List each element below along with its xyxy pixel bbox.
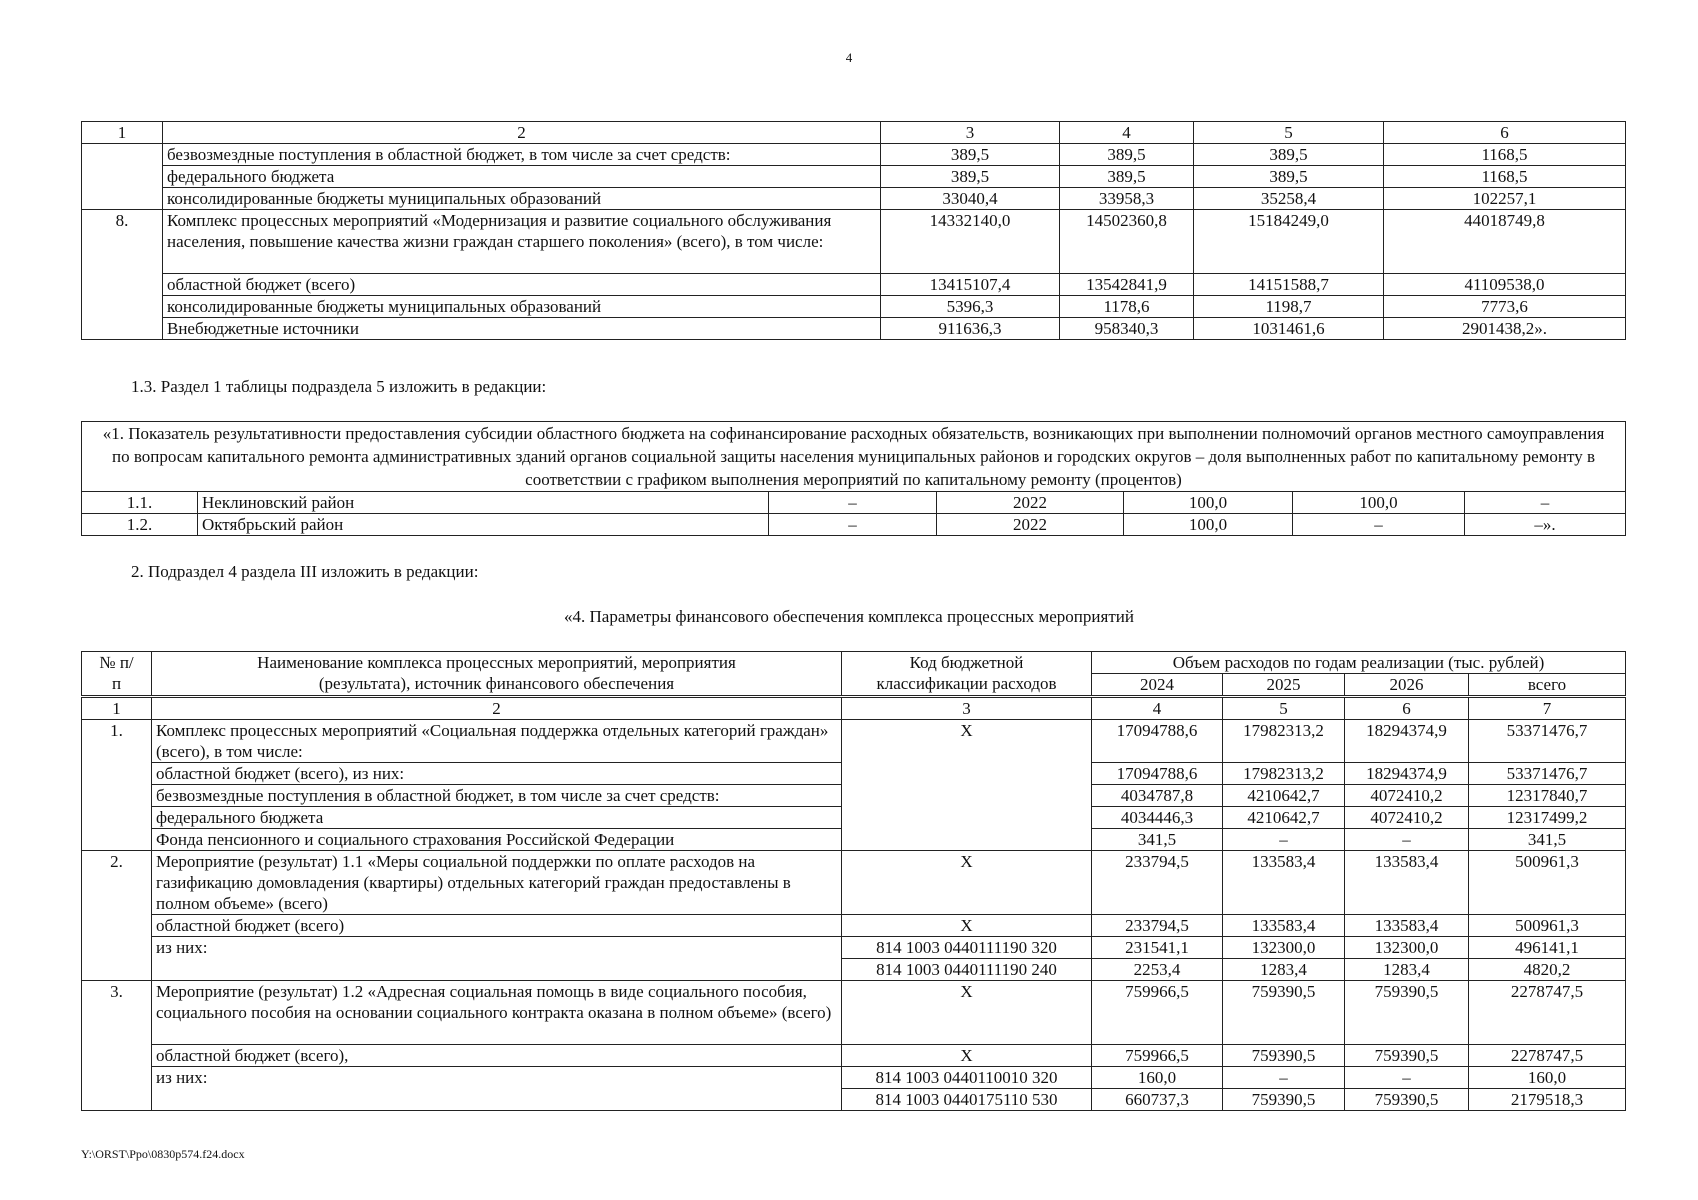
row-number: 1. [82,720,152,851]
row-name: консолидированные бюджеты муниципальных образований [163,188,881,210]
table-row [82,937,1626,959]
value-2024: 759966,5 [1092,981,1223,1045]
value-total: 496141,1 [1469,937,1626,959]
table-row [82,210,1626,274]
value-cell: – [769,514,937,536]
row-name: консолидированные бюджеты муниципальных образований [163,296,881,318]
value-total: 4820,2 [1469,959,1626,981]
col-num-7: 7 [1469,697,1626,720]
row-name: из них: [152,1067,842,1111]
table-row [82,720,1626,763]
value-2025: 133583,4 [1223,915,1345,937]
value-cell: 35258,4 [1194,188,1384,210]
value-cell: 5396,3 [881,296,1060,318]
row-name: Комплекс процессных мероприятий «Модернизация и развитие социального обслуживания населения, повышение качества жизни граждан старшего поколения» (всего), в том числе: [163,210,881,274]
value-cell: 389,5 [1060,144,1194,166]
value-2024: 4034446,3 [1092,807,1223,829]
value-total: 53371476,7 [1469,763,1626,785]
financing-parameters-table [81,651,1626,1111]
table-row [82,1067,1626,1089]
col-num-2: 2 [152,697,842,720]
value-total: 500961,3 [1469,851,1626,915]
value-cell: 100,0 [1124,514,1293,536]
header-year-2025: 2025 [1223,674,1345,697]
col-num-1: 1 [82,697,152,720]
value-2025: 132300,0 [1223,937,1345,959]
row-name: областной бюджет (всего), из них: [152,763,842,785]
value-2024: 660737,3 [1092,1089,1223,1111]
value-cell: 15184249,0 [1194,210,1384,274]
col-num-4: 4 [1092,697,1223,720]
value-cell: 911636,3 [881,318,1060,340]
col-num-2: 2 [163,122,881,144]
row-name: Мероприятие (результат) 1.1 «Меры социальной поддержки по оплате расходов на газификацию домовладения (квартиры) отдельных категорий граждан предоставлены в полном объеме» (всего) [152,851,842,915]
table-row [82,492,1626,514]
col-num-4: 4 [1060,122,1194,144]
value-2026: 759390,5 [1345,1045,1469,1067]
value-2025: 759390,5 [1223,1045,1345,1067]
value-total: 500961,3 [1469,915,1626,937]
table-row [82,318,1626,340]
value-2025: – [1223,829,1345,851]
value-cell: 1168,5 [1384,144,1626,166]
code-cell: 814 1003 0440111190 240 [842,959,1092,981]
row-number: 3. [82,981,152,1111]
code-cell: Х [842,981,1092,1045]
value-cell: 1031461,6 [1194,318,1384,340]
code-cell: Х [842,1045,1092,1067]
row-number: 1.2. [82,514,198,536]
value-cell: –». [1465,514,1626,536]
table-row [82,1045,1626,1067]
value-total: 2278747,5 [1469,981,1626,1045]
row-number: 1.1. [82,492,198,514]
indicator-table [81,421,1626,536]
value-cell: 2901438,2». [1384,318,1626,340]
code-cell: Х [842,851,1092,915]
row-name: областной бюджет (всего) [152,915,842,937]
value-2025: 17982313,2 [1223,720,1345,763]
col-num-5: 5 [1223,697,1345,720]
value-2024: 233794,5 [1092,915,1223,937]
indicator-heading: «1. Показатель результативности предоставления субсидии областного бюджета на софинансирование расходных обязательств, возникающих при выполнении полномочий органов местного самоуправления по вопросам капитального ремонта административных зданий органов социальной защиты населения муниципальных районов и городских округов – доля выполненных работ по капитальному ремонту в соответствии с графиком выполнения мероприятий по капитальному ремонту (процентов) [82,422,1626,492]
section-title: «4. Параметры финансового обеспечения комплекса процессных мероприятий [564,607,1134,626]
value-cell: 41109538,0 [1384,274,1626,296]
col-num-3: 3 [881,122,1060,144]
column-numbers-row [82,697,1626,720]
header-row [82,652,1626,674]
header-code: Код бюджетной классификации расходов [842,652,1092,697]
value-2026: 18294374,9 [1345,763,1469,785]
value-cell: 389,5 [881,144,1060,166]
indicator-heading-row [82,422,1626,492]
funding-continuation-table [81,121,1626,340]
row-number: 8. [82,210,163,340]
value-2025: 4210642,7 [1223,807,1345,829]
value-cell: 389,5 [1194,144,1384,166]
header-total: всего [1469,674,1626,697]
value-total: 53371476,7 [1469,720,1626,763]
value-cell: – [769,492,937,514]
value-2024: 17094788,6 [1092,763,1223,785]
col-num-6: 6 [1345,697,1469,720]
value-2025: 133583,4 [1223,851,1345,915]
value-2024: 4034787,8 [1092,785,1223,807]
table-row [82,144,1626,166]
year-cell: 2022 [937,514,1124,536]
value-2026: 18294374,9 [1345,720,1469,763]
code-cell: 814 1003 0440111190 320 [842,937,1092,959]
code-cell: Х [842,720,1092,851]
row-name: безвозмездные поступления в областной бюджет, в том числе за счет средств: [163,144,881,166]
paragraph-2: 2. Подраздел 4 раздела III изложить в редакции: [131,562,479,581]
header-volume: Объем расходов по годам реализации (тыс. рублей) [1092,652,1626,674]
header-name: Наименование комплекса процессных мероприятий, мероприятия (результата), источник финансового обеспечения [152,652,842,697]
value-2026: 133583,4 [1345,851,1469,915]
code-cell: Х [842,915,1092,937]
file-path-footer: Y:\ORST\Ppo\0830p574.f24.docx [81,1147,245,1161]
value-2025: 759390,5 [1223,981,1345,1045]
row-name: областной бюджет (всего) [163,274,881,296]
value-total: 160,0 [1469,1067,1626,1089]
value-cell: 1178,6 [1060,296,1194,318]
value-cell: 100,0 [1124,492,1293,514]
col-num-1: 1 [82,122,163,144]
value-cell: 389,5 [881,166,1060,188]
value-cell: – [1293,514,1465,536]
value-2024: 160,0 [1092,1067,1223,1089]
value-cell: 100,0 [1293,492,1465,514]
value-2025: 4210642,7 [1223,785,1345,807]
row-name: федерального бюджета [163,166,881,188]
row-name: Комплекс процессных мероприятий «Социальная поддержка отдельных категорий граждан» (всего), в том числе: [152,720,842,763]
value-cell: 1168,5 [1384,166,1626,188]
table-row [82,274,1626,296]
value-2024: 17094788,6 [1092,720,1223,763]
table-row [82,166,1626,188]
value-cell: 389,5 [1194,166,1384,188]
value-total: 341,5 [1469,829,1626,851]
table-row [82,514,1626,536]
value-cell: – [1465,492,1626,514]
value-2025: 759390,5 [1223,1089,1345,1111]
value-2026: 759390,5 [1345,1089,1469,1111]
table-row [82,981,1626,1045]
row-name: безвозмездные поступления в областной бюджет, в том числе за счет средств: [152,785,842,807]
value-cell: 14502360,8 [1060,210,1194,274]
value-2024: 759966,5 [1092,1045,1223,1067]
row-number [82,144,163,210]
row-number: 2. [82,851,152,981]
value-2026: – [1345,829,1469,851]
value-cell: 958340,3 [1060,318,1194,340]
header-year-2024: 2024 [1092,674,1223,697]
col-num-6: 6 [1384,122,1626,144]
value-total: 2179518,3 [1469,1089,1626,1111]
value-cell: 7773,6 [1384,296,1626,318]
row-name: из них: [152,937,842,981]
page-number: 4 [845,50,853,65]
row-name: Фонда пенсионного и социального страхования Российской Федерации [152,829,842,851]
col-num-3: 3 [842,697,1092,720]
value-2025: 1283,4 [1223,959,1345,981]
row-name: федерального бюджета [152,807,842,829]
value-cell: 1198,7 [1194,296,1384,318]
value-cell: 13415107,4 [881,274,1060,296]
value-cell: 44018749,8 [1384,210,1626,274]
value-cell: 102257,1 [1384,188,1626,210]
value-cell: 389,5 [1060,166,1194,188]
table-row [82,188,1626,210]
value-2026: – [1345,1067,1469,1089]
code-cell: 814 1003 0440175110 530 [842,1089,1092,1111]
value-2024: 341,5 [1092,829,1223,851]
value-total: 2278747,5 [1469,1045,1626,1067]
value-2026: 4072410,2 [1345,807,1469,829]
column-numbers-row [82,122,1626,144]
value-cell: 14332140,0 [881,210,1060,274]
value-cell: 14151588,7 [1194,274,1384,296]
value-cell: 13542841,9 [1060,274,1194,296]
row-name: Мероприятие (результат) 1.2 «Адресная социальная помощь в виде социального пособия, социального пособия на основании социального контракта оказана в полном объеме» (всего) [152,981,842,1045]
value-2025: – [1223,1067,1345,1089]
value-cell: 33958,3 [1060,188,1194,210]
value-2024: 233794,5 [1092,851,1223,915]
value-total: 12317499,2 [1469,807,1626,829]
table-row [82,296,1626,318]
value-2026: 133583,4 [1345,915,1469,937]
value-2024: 231541,1 [1092,937,1223,959]
value-2026: 759390,5 [1345,981,1469,1045]
value-2025: 17982313,2 [1223,763,1345,785]
row-name: Внебюджетные источники [163,318,881,340]
district-name: Октябрьский район [198,514,769,536]
value-cell: 33040,4 [881,188,1060,210]
value-total: 12317840,7 [1469,785,1626,807]
code-cell: 814 1003 0440110010 320 [842,1067,1092,1089]
value-2026: 4072410,2 [1345,785,1469,807]
table-row [82,851,1626,915]
value-2026: 1283,4 [1345,959,1469,981]
header-year-2026: 2026 [1345,674,1469,697]
value-2024: 2253,4 [1092,959,1223,981]
year-cell: 2022 [937,492,1124,514]
paragraph-1-3: 1.3. Раздел 1 таблицы подраздела 5 изложить в редакции: [131,377,547,396]
table-row [82,915,1626,937]
district-name: Неклиновский район [198,492,769,514]
col-num-5: 5 [1194,122,1384,144]
row-name: областной бюджет (всего), [152,1045,842,1067]
value-2026: 132300,0 [1345,937,1469,959]
header-num: № п/п [82,652,152,697]
